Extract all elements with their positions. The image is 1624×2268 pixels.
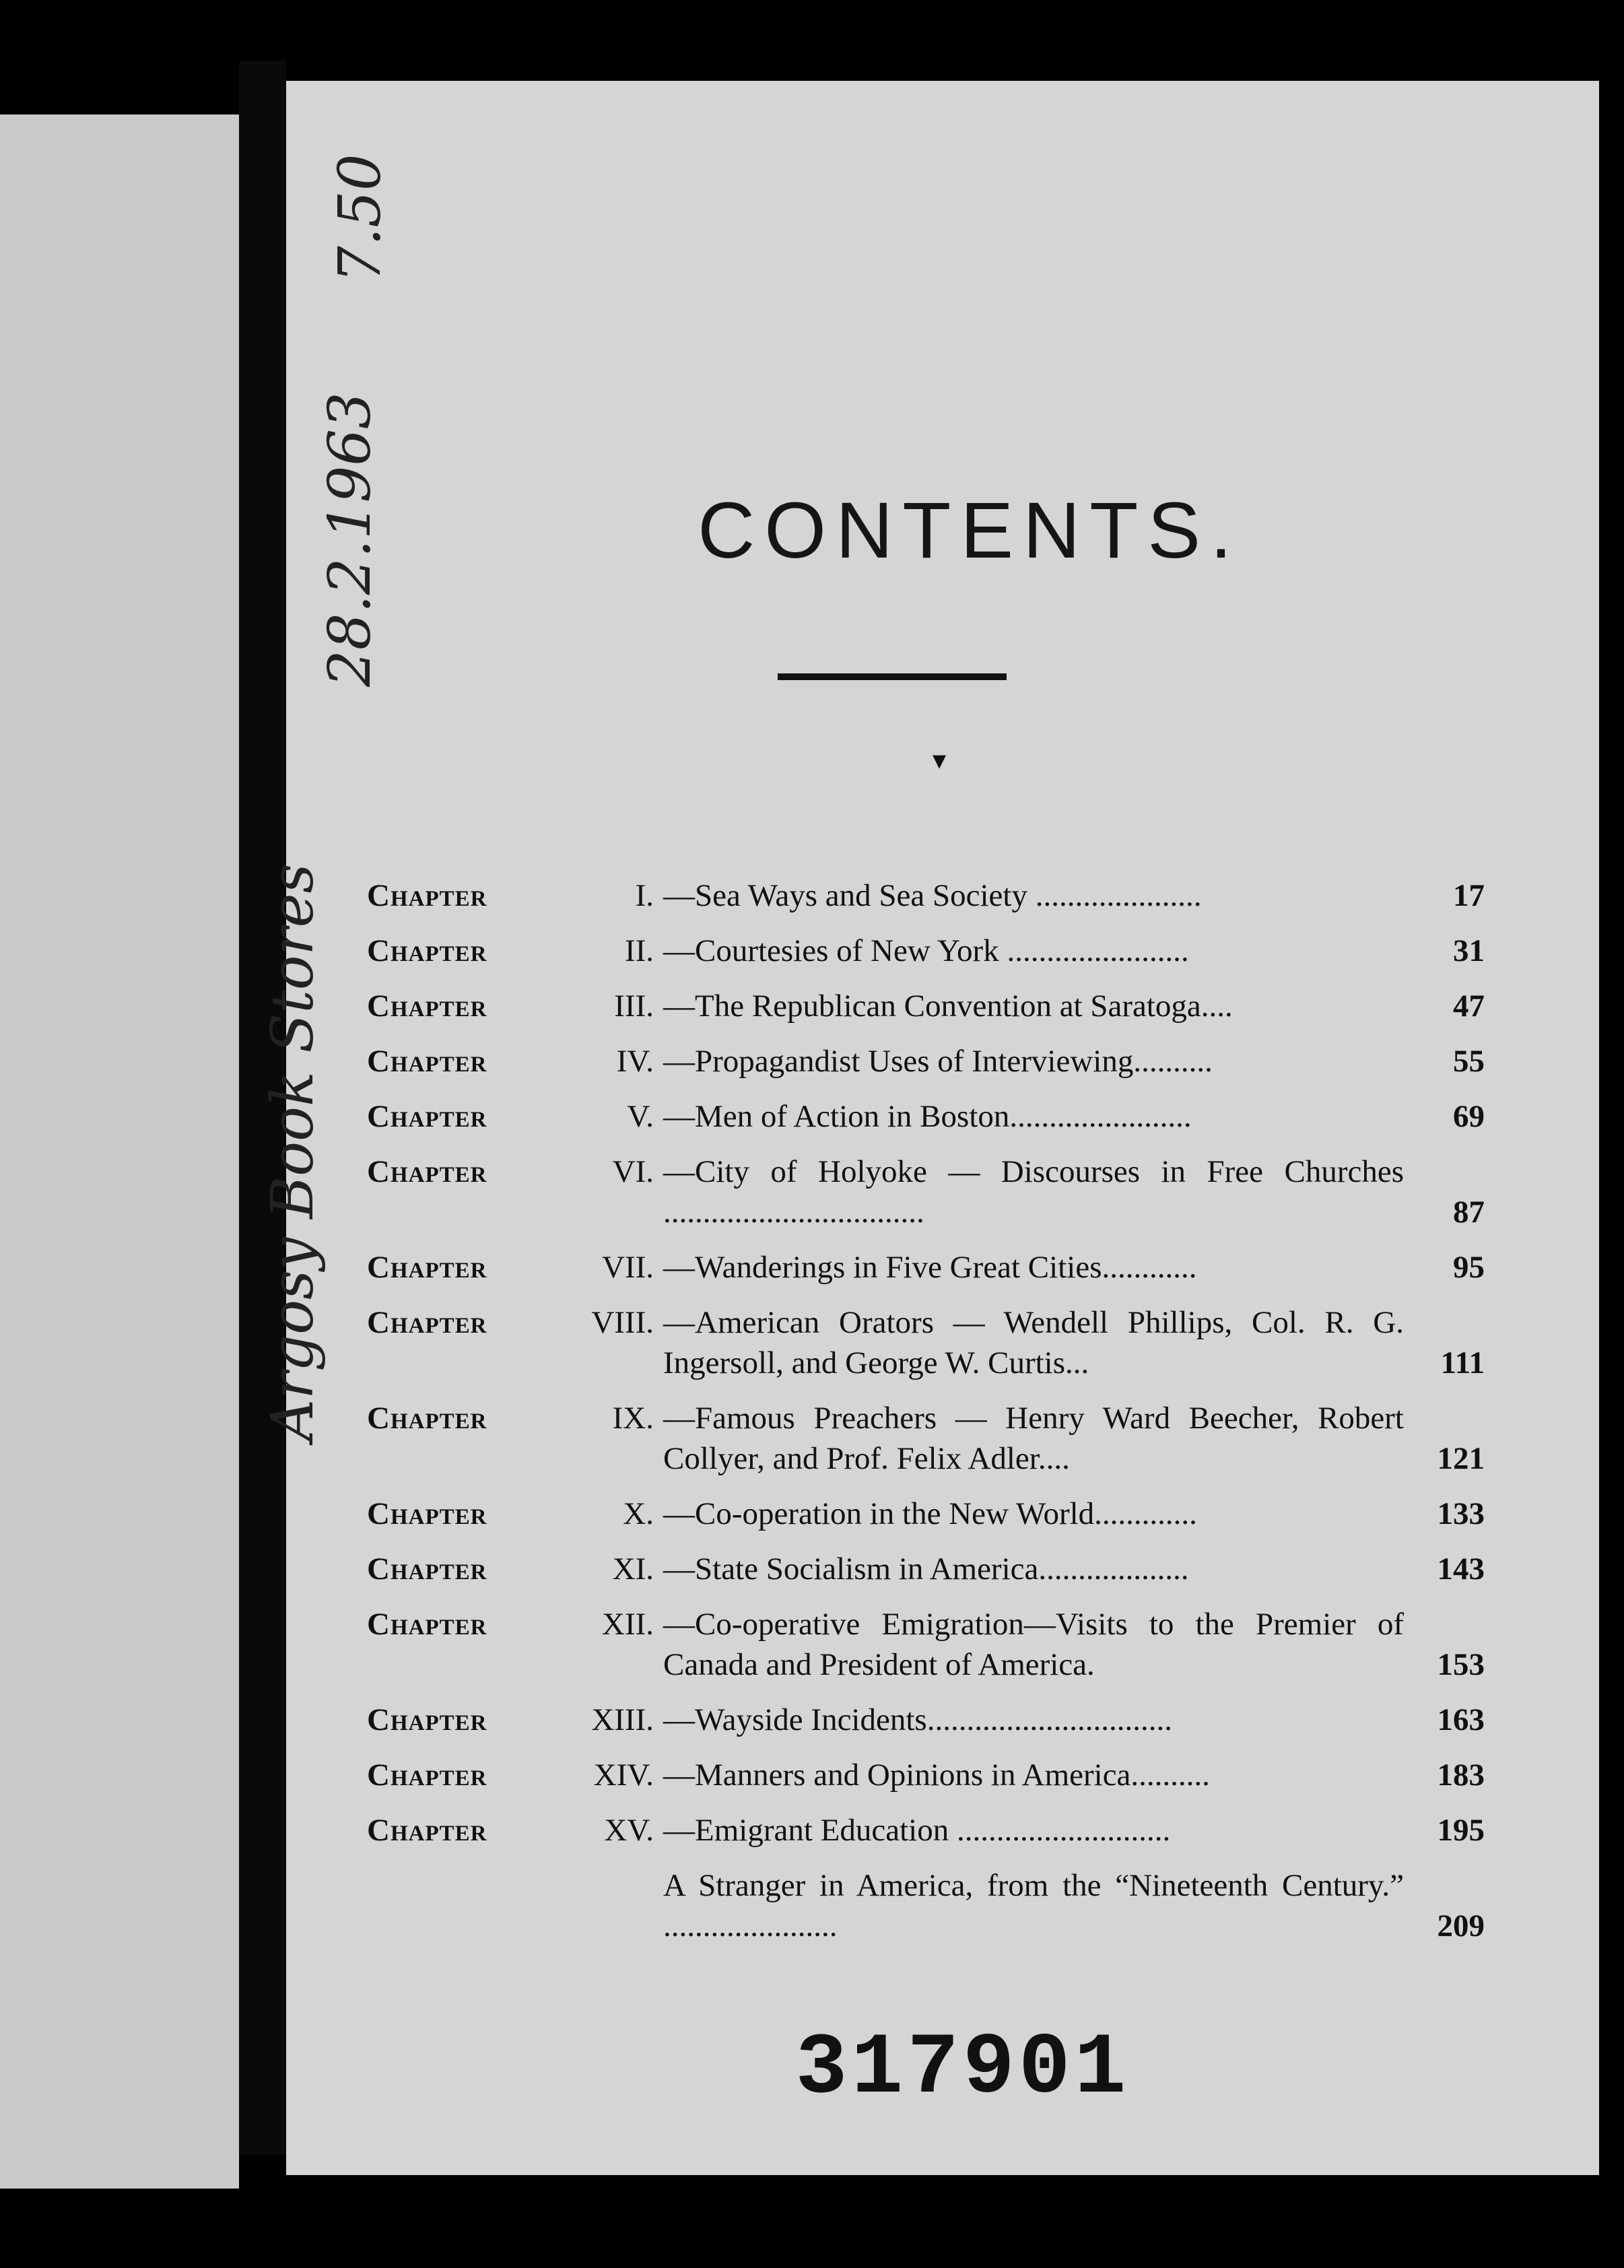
chapter-label: Chapter xyxy=(367,1758,487,1793)
chapter-title: —Wanderings in Five Great Cities............ xyxy=(663,1250,1197,1285)
chapter-number: VII. xyxy=(602,1250,654,1285)
page-number: 195 xyxy=(1437,1813,1485,1848)
toc-entry xyxy=(367,875,1485,916)
facing-page xyxy=(0,114,239,2189)
ornament-mark: ▾ xyxy=(933,745,947,775)
chapter-title: —Co-operative Emigration—Visits to the Premier of Canada and President of America. xyxy=(663,1607,1404,1682)
page-number: 163 xyxy=(1437,1702,1485,1737)
chapter-label: Chapter xyxy=(367,878,487,913)
chapter-number: XI. xyxy=(612,1552,654,1587)
toc-entry xyxy=(367,986,1485,1026)
chapter-number: XIII. xyxy=(591,1702,654,1737)
appendix-page: 209 xyxy=(1437,1908,1485,1943)
chapter-number: III. xyxy=(614,989,654,1024)
chapter-title: —Propagandist Uses of Interviewing.......... xyxy=(663,1044,1213,1079)
chapter-number: IV. xyxy=(616,1044,654,1079)
chapter-title: —Courtesies of New York ....................... xyxy=(663,933,1189,968)
toc-entry xyxy=(367,1604,1485,1685)
chapter-label: Chapter xyxy=(367,1552,487,1587)
page-number: 31 xyxy=(1453,933,1485,968)
date-note: 28.2.1963 xyxy=(316,392,384,687)
chapter-label: Chapter xyxy=(367,1401,487,1436)
chapter-label: Chapter xyxy=(367,1607,487,1642)
chapter-label: Chapter xyxy=(367,1250,487,1285)
chapter-title: —Co-operation in the New World............. xyxy=(663,1496,1197,1531)
toc-entry xyxy=(367,1700,1485,1740)
chapter-number: I. xyxy=(635,878,654,913)
table-of-contents xyxy=(367,875,1485,1961)
chapter-label: Chapter xyxy=(367,933,487,968)
chapter-title: —Emigrant Education ........................... xyxy=(663,1813,1171,1848)
chapter-label: Chapter xyxy=(367,989,487,1024)
toc-entry xyxy=(367,1755,1485,1795)
contents-page xyxy=(259,81,1599,2175)
chapter-title: —Wayside Incidents............................... xyxy=(663,1702,1172,1737)
chapter-title: —State Socialism in America................... xyxy=(663,1552,1189,1587)
price-note: 7.50 xyxy=(327,154,394,283)
toc-entry xyxy=(367,1302,1485,1383)
chapter-title: —City of Holyoke — Discourses in Free Churches ................................. xyxy=(663,1154,1404,1230)
toc-entry xyxy=(367,1247,1485,1288)
chapter-label: Chapter xyxy=(367,1099,487,1134)
chapter-number: VIII. xyxy=(591,1305,654,1340)
chapter-label: Chapter xyxy=(367,1813,487,1848)
toc-entry xyxy=(367,1810,1485,1850)
chapter-title: —Men of Action in Boston....................... xyxy=(663,1099,1192,1134)
chapter-number: XV. xyxy=(604,1813,654,1848)
toc-entry xyxy=(367,1152,1485,1232)
page-number: 121 xyxy=(1437,1441,1485,1476)
chapter-title: —American Orators — Wendell Phillips, Col. R. G. Ingersoll, and George W. Curtis... xyxy=(663,1305,1404,1380)
page-number: 95 xyxy=(1453,1250,1485,1285)
page-number: 153 xyxy=(1437,1647,1485,1682)
toc-entry xyxy=(367,1494,1485,1534)
appendix-title: A Stranger in America, from the “Nineteenth Century.” ...................... xyxy=(663,1868,1404,1943)
title-rule xyxy=(778,673,1007,680)
accession-stamp: 317901 xyxy=(795,2020,1130,2118)
chapter-label: Chapter xyxy=(367,1496,487,1531)
chapter-title: —The Republican Convention at Saratoga.... xyxy=(663,989,1233,1024)
chapter-title: —Manners and Opinions in America.......... xyxy=(663,1758,1210,1793)
page-number: 143 xyxy=(1437,1552,1485,1587)
toc-entry xyxy=(367,1549,1485,1589)
toc-entry xyxy=(367,1096,1485,1137)
chapter-label: Chapter xyxy=(367,1044,487,1079)
chapter-number: X. xyxy=(623,1496,654,1531)
page-number: 55 xyxy=(1453,1044,1485,1079)
chapter-number: V. xyxy=(627,1099,654,1134)
page-title: CONTENTS. xyxy=(698,486,1242,575)
chapter-title: —Famous Preachers — Henry Ward Beecher, Robert Collyer, and Prof. Felix Adler.... xyxy=(663,1401,1404,1476)
toc-entry-appendix xyxy=(367,1865,1485,1946)
chapter-number: XIV. xyxy=(593,1758,654,1793)
page-number: 133 xyxy=(1437,1496,1485,1531)
toc-entry xyxy=(367,1398,1485,1479)
seller-note: Argosy Book Stores xyxy=(259,863,327,1441)
toc-entry xyxy=(367,931,1485,971)
chapter-label: Chapter xyxy=(367,1154,487,1189)
chapter-number: II. xyxy=(624,933,654,968)
chapter-number: IX. xyxy=(612,1401,654,1436)
page-number: 47 xyxy=(1453,989,1485,1024)
page-number: 69 xyxy=(1453,1099,1485,1134)
chapter-number: VI. xyxy=(612,1154,654,1189)
chapter-title: —Sea Ways and Sea Society ..................... xyxy=(663,878,1202,913)
toc-entry xyxy=(367,1041,1485,1081)
chapter-label: Chapter xyxy=(367,1702,487,1737)
chapter-label: Chapter xyxy=(367,1305,487,1340)
page-number: 87 xyxy=(1453,1195,1485,1230)
page-number: 111 xyxy=(1440,1345,1485,1380)
page-number: 183 xyxy=(1437,1758,1485,1793)
page-number: 17 xyxy=(1453,878,1485,913)
chapter-number: XII. xyxy=(602,1607,654,1642)
